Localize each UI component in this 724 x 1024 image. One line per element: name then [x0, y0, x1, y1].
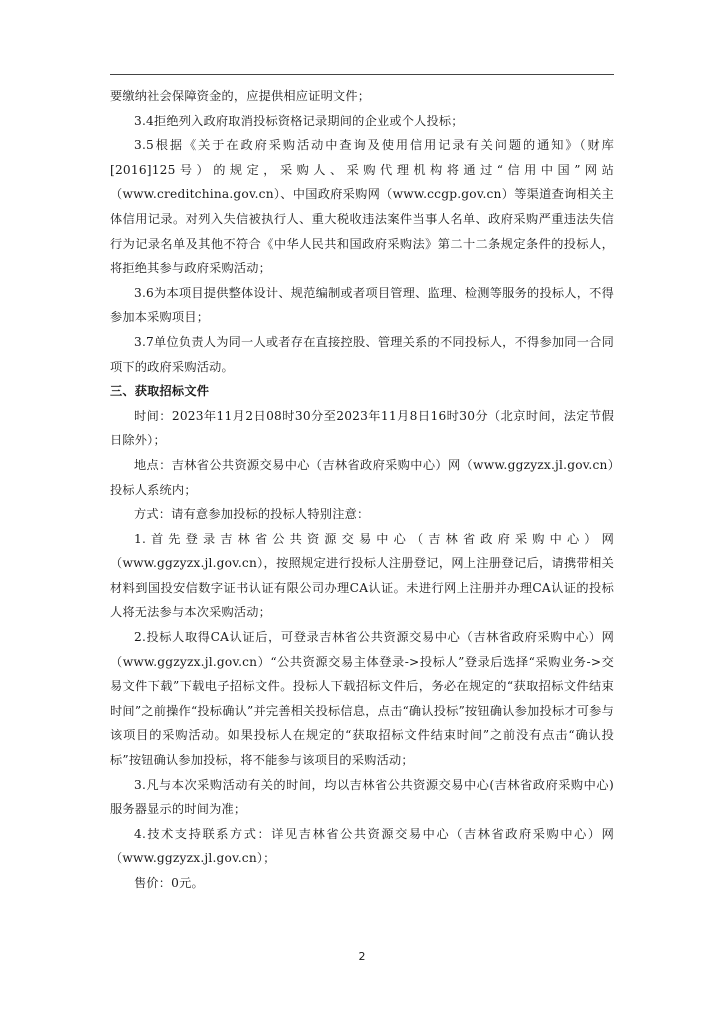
paragraph-location: 地点：吉林省公共资源交易中心（吉林省政府采购中心）网（www.ggzyzx.jl.gov.cn）投标人系统内； [110, 457, 614, 497]
paragraph-3-7: 3.7单位负责人为同一人或者存在直接控股、管理关系的不同投标人，不得参加同一合同项下的政府采购活动。 [110, 334, 614, 374]
paragraph-social-security-cont: 要缴纳社会保障资金的，应提供相应证明文件； [110, 89, 371, 103]
paragraph-price: 售价：0元。 [134, 876, 204, 890]
paragraph-step-4: 4.技术支持联系方式：详见吉林省公共资源交易中心（吉林省政府采购中心）网（www.ggzyzx.jl.gov.cn）； [110, 826, 614, 866]
paragraph-3-5: 3.5根据《关于在政府采购活动中查询及使用信用记录有关问题的通知》（财库[2016]125号）的规定，采购人、采购代理机构将通过“信用中国”网站（www.creditchina.gov.cn）、中国政府采购网（www.ccgp.gov.cn）等渠道查询相关主体信用记录。对列入失信被执行人、重大税收违法案件当事人名单、政府采购严重违法失信行为记录名单及其他不符合《中华人民共和国政府采购法》第二十二条规定条件的投标人，将拒绝其参与政府采购活动； [110, 138, 614, 276]
paragraph-method: 方式：请有意参加投标的投标人特别注意： [134, 507, 370, 522]
paragraph-3-4: 3.4拒绝列入政府取消投标资格记录期间的企业或个人投标； [134, 113, 464, 128]
header-rule [110, 74, 614, 75]
paragraph-step-2: 2.投标人取得CA认证后，可登录吉林省公共资源交易中心（吉林省政府采购中心）网（www.ggzyzx.jl.gov.cn）“公共资源交易主体登录->投标人”登录后选择“采购业务->交易文件下载”下载电子招标文件。投标人下载招标文件后，务必在规定的“获取招标文件结束时间”之前操作“投标确认”并完善相关投标信息，点击“确认投标”按钮确认参加投标才可参与该项目的采购活动。如果投标人在规定的“获取招标文件结束时间”之前没有点击“确认投标”按钮确认参加投标，将不能参与该项目的采购活动； [110, 630, 614, 768]
paragraph-3-6: 3.6为本项目提供整体设计、规范编制或者项目管理、监理、检测等服务的投标人，不得参加本采购项目； [110, 285, 614, 325]
document-body [110, 84, 614, 896]
page-number: 2 [358, 950, 366, 963]
paragraph-time: 时间：2023年11月2日08时30分至2023年11月8日16时30分（北京时间，法定节假日除外）； [110, 408, 614, 448]
paragraph-step-1: 1.首先登录吉林省公共资源交易中心（吉林省政府采购中心）网（www.ggzyzx.jl.gov.cn），按照规定进行投标人注册登记，网上注册登记后，请携带相关材料到国投安信数字证书认证有限公司办理CA认证。未进行网上注册并办理CA认证的投标人将无法参与本次采购活动； [110, 531, 614, 620]
section-heading-obtain-documents: 三、获取招标文件 [110, 384, 210, 399]
paragraph-step-3: 3.凡与本次采购活动有关的时间，均以吉林省公共资源交易中心(吉林省政府采购中心)服务器显示的时间为准； [110, 777, 614, 817]
